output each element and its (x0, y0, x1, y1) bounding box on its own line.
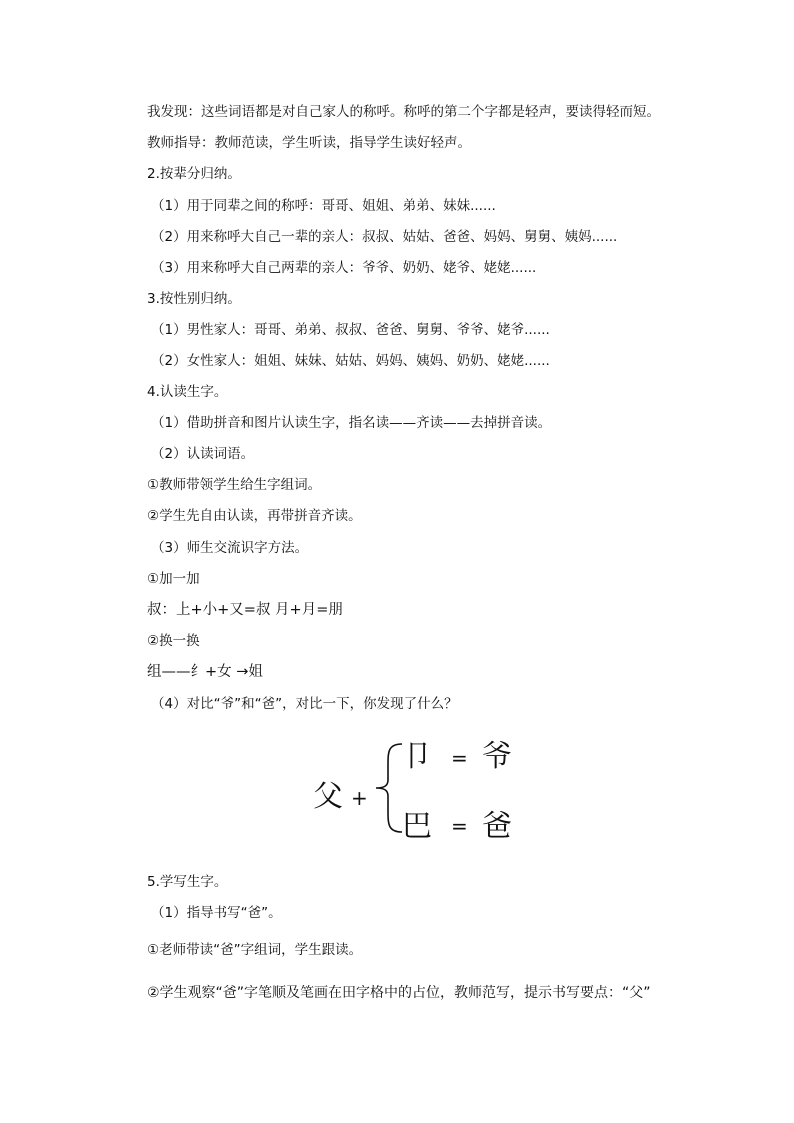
text-line: ②换一换 (147, 633, 200, 649)
text-line: （3）用来称呼大自己两辈的亲人：爷爷、奶奶、姥爷、姥姥...... (151, 260, 537, 276)
section-heading: 5.学写生字。 (147, 874, 228, 890)
formula-top-part: 卩 (402, 739, 432, 774)
text-line: （1）指导书写“爸”。 (151, 905, 282, 921)
text-line: 教师指导：教师范读，学生听读，指导学生读好轻声。 (147, 135, 471, 151)
formula-equals-bottom: = (451, 814, 468, 838)
formula-equals-top: = (451, 746, 468, 770)
section-heading: 3.按性别归纳。 (147, 291, 241, 307)
formula-top-result: 爷 (482, 739, 512, 774)
formula-plus: + (351, 786, 368, 810)
text-line: （2）用来称呼大自己一辈的亲人：叔叔、姑姑、爸爸、妈妈、舅舅、姨妈...... (151, 229, 618, 245)
formula-base-char: 父 (313, 779, 343, 814)
formula-bottom-part: 巴 (402, 809, 432, 844)
text-line: ①加一加 (147, 571, 200, 587)
text-line: （1）借助拼音和图片认读生字，指名读——齐读——去掉拼音读。 (151, 415, 552, 431)
section-heading: 4.认读生字。 (147, 384, 228, 400)
text-line: （2）认读词语。 (151, 446, 255, 462)
text-line: （2）女性家人：姐姐、妹妹、姑姑、妈妈、姨妈、奶奶、姥姥...... (151, 353, 550, 369)
text-line: （4）对比“爷”和“爸”，对比一下，你发现了什么？ (151, 696, 458, 712)
character-composition-diagram (310, 738, 550, 848)
text-line: ②学生观察“爸”字笔顺及笔画在田字格中的占位，教师范写，提示书写要点：“父” (147, 985, 651, 1001)
text-line: 我发现：这些词语都是对自己家人的称呼。称呼的第二个字都是轻声，要读得轻而短。 (147, 104, 660, 120)
text-line: 叔：上+小+又=叔 月+月=朋 (147, 602, 343, 618)
text-line: ①教师带领学生给生字组词。 (147, 477, 322, 493)
text-line: 组——纟+女 →姐 (147, 664, 263, 680)
formula-bottom-result: 爸 (482, 809, 512, 844)
text-line: ②学生先自由认读，再带拼音齐读。 (147, 508, 362, 524)
section-heading: 2.按辈分归纳。 (147, 166, 241, 182)
text-line: （3）师生交流识字方法。 (151, 540, 309, 556)
text-line: ①老师带读“爸”字组词，学生跟读。 (147, 942, 363, 958)
text-line: （1）男性家人：哥哥、弟弟、叔叔、爸爸、舅舅、爷爷、姥爷...... (151, 322, 550, 338)
text-line: （1）用于同辈之间的称呼：哥哥、姐姐、弟弟、妹妹...... (151, 198, 496, 214)
